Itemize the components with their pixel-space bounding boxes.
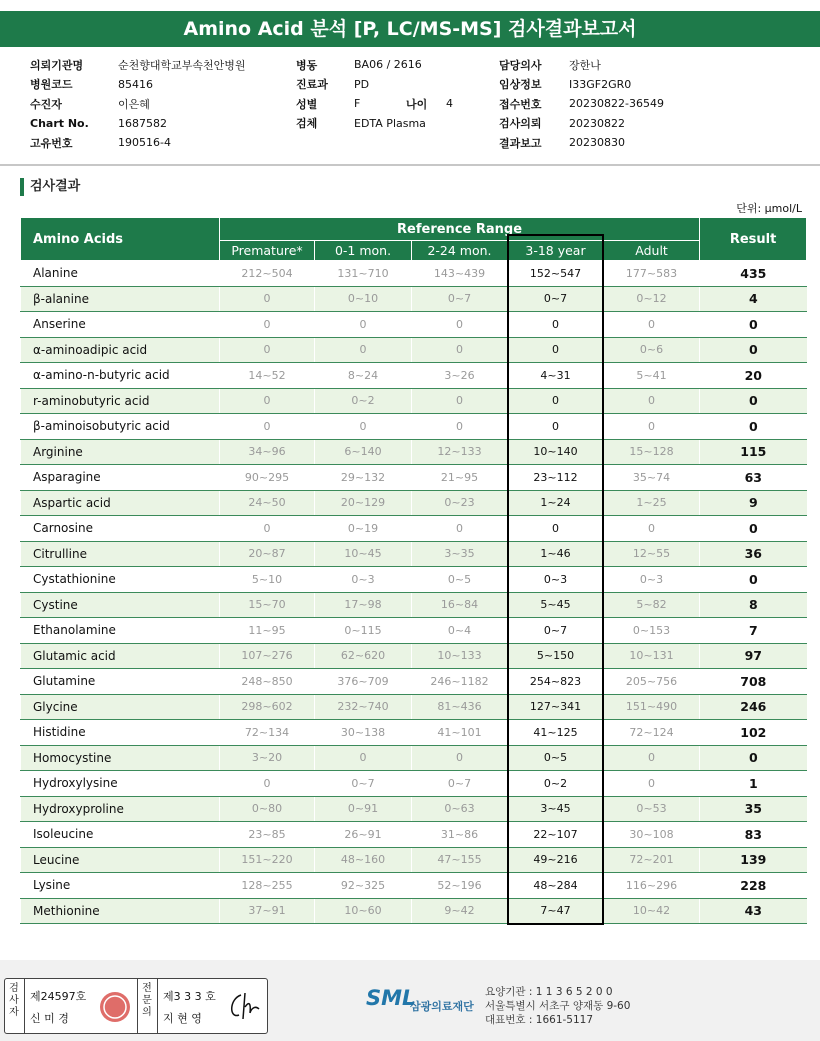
reference-range-cell: 0~5	[508, 745, 604, 771]
reference-range-cell: 3~35	[412, 541, 508, 567]
seal-icon	[97, 989, 133, 1025]
table-row	[21, 822, 807, 848]
reference-range-cell: 0	[604, 414, 700, 440]
specimen-label: 검체	[296, 117, 318, 131]
reference-range-cell: 49~216	[508, 847, 604, 873]
reference-range-cell: 22~107	[508, 822, 604, 848]
reference-range-cell: 31~86	[412, 822, 508, 848]
reference-range-cell: 0~4	[412, 618, 508, 644]
amino-acid-name: β-aminoisobutyric acid	[21, 414, 220, 440]
reference-range-cell: 0	[315, 414, 412, 440]
result-value: 0	[700, 337, 807, 363]
amino-acid-name: Isoleucine	[21, 822, 220, 848]
reference-range-cell: 0~2	[508, 771, 604, 797]
reference-range-cell: 0~7	[508, 618, 604, 644]
amino-acid-name: Glutamic acid	[21, 643, 220, 669]
amino-acid-name: Lysine	[21, 873, 220, 899]
age-label: 나이	[406, 97, 428, 111]
reference-range-cell: 0~91	[315, 796, 412, 822]
reference-range-cell: 0	[508, 516, 604, 542]
amino-acid-name: Alanine	[21, 261, 220, 287]
reference-range-cell: 11~95	[220, 618, 315, 644]
amino-acid-name: Hydroxyproline	[21, 796, 220, 822]
reference-range-cell: 0~19	[315, 516, 412, 542]
reference-range-cell: 131~710	[315, 261, 412, 287]
info-label: 검사의뢰	[499, 117, 542, 131]
reference-range-cell: 0	[412, 337, 508, 363]
reference-range-cell: 10~133	[412, 643, 508, 669]
result-value: 0	[700, 745, 807, 771]
result-value: 9	[700, 490, 807, 516]
reference-range-cell: 0	[315, 745, 412, 771]
signature-icon	[223, 989, 263, 1025]
reference-range-cell: 3~20	[220, 745, 315, 771]
reference-range-cell: 1~46	[508, 541, 604, 567]
table-row	[21, 873, 807, 899]
reference-range-cell: 72~201	[604, 847, 700, 873]
result-value: 115	[700, 439, 807, 465]
reference-range-cell: 151~220	[220, 847, 315, 873]
reference-range-cell: 8~24	[315, 363, 412, 389]
reference-range-cell: 6~140	[315, 439, 412, 465]
reference-range-cell: 0	[604, 745, 700, 771]
reference-range-cell: 116~296	[604, 873, 700, 899]
reference-range-cell: 212~504	[220, 261, 315, 287]
reference-range-cell: 232~740	[315, 694, 412, 720]
amino-acid-name: Citrulline	[21, 541, 220, 567]
info-label: 결과보고	[499, 136, 542, 150]
lab-address	[485, 985, 630, 1027]
result-value: 435	[700, 261, 807, 287]
reference-range-cell: 0~153	[604, 618, 700, 644]
amino-acid-name: Glutamine	[21, 669, 220, 695]
reference-range-cell: 4~31	[508, 363, 604, 389]
table-row	[21, 669, 807, 695]
section-title: 검사결과	[20, 178, 80, 196]
sex-value: F	[354, 97, 361, 111]
reference-range-cell: 0	[508, 414, 604, 440]
reference-range-cell: 35~74	[604, 465, 700, 491]
table-row	[21, 541, 807, 567]
reference-range-cell: 26~91	[315, 822, 412, 848]
header-amino-acids: Amino Acids	[21, 218, 220, 261]
sex-label: 성별	[296, 97, 318, 111]
reference-range-cell: 246~1182	[412, 669, 508, 695]
reference-range-cell: 5~82	[604, 592, 700, 618]
reference-range-cell: 0	[220, 516, 315, 542]
info-label: 고유번호	[30, 136, 73, 150]
result-value: 36	[700, 541, 807, 567]
table-row	[21, 286, 807, 312]
address-line: 대표번호 : 1661-5117	[485, 1014, 594, 1026]
reference-range-cell: 0	[604, 312, 700, 338]
result-value: 8	[700, 592, 807, 618]
result-value: 7	[700, 618, 807, 644]
result-value: 0	[700, 414, 807, 440]
address-line: 서울특별시 서초구 양재동 9-60	[485, 1000, 631, 1012]
reference-range-cell: 12~133	[412, 439, 508, 465]
ward-label: 병동	[296, 58, 318, 72]
reference-range-cell: 15~70	[220, 592, 315, 618]
confirm-label: 전문의	[142, 983, 152, 1018]
reference-range-cell: 0	[315, 312, 412, 338]
info-value: 20230822-36549	[569, 97, 664, 111]
reference-range-cell: 10~131	[604, 643, 700, 669]
table-row	[21, 771, 807, 797]
info-label: 의뢰기관명	[30, 58, 84, 72]
reference-range-cell: 0	[220, 388, 315, 414]
reference-range-cell: 0~7	[412, 286, 508, 312]
info-label: Chart No.	[30, 116, 89, 130]
table-row	[21, 720, 807, 746]
specimen-value: EDTA Plasma	[354, 116, 426, 130]
reference-range-cell: 254~823	[508, 669, 604, 695]
reference-range-cell: 0	[412, 388, 508, 414]
amino-acid-name: α-aminoadipic acid	[21, 337, 220, 363]
reference-range-cell: 0	[220, 771, 315, 797]
reference-range-cell: 1~24	[508, 490, 604, 516]
result-value: 97	[700, 643, 807, 669]
reference-range-cell: 0	[220, 337, 315, 363]
reference-range-cell: 152~547	[508, 261, 604, 287]
reference-range-cell: 0~53	[604, 796, 700, 822]
reference-range-cell: 0~7	[412, 771, 508, 797]
reference-range-cell: 0~7	[315, 771, 412, 797]
reference-range-cell: 248~850	[220, 669, 315, 695]
table-row	[21, 643, 807, 669]
reference-range-cell: 151~490	[604, 694, 700, 720]
reference-range-cell: 48~284	[508, 873, 604, 899]
reference-range-cell: 0	[220, 312, 315, 338]
info-value: 1687582	[118, 116, 167, 130]
amino-acid-name: Cystathionine	[21, 567, 220, 593]
report-title: Amino Acid 분석 [P, LC/MS-MS] 검사결과보고서	[0, 11, 820, 47]
info-value: 20230822	[569, 116, 625, 130]
result-value: 20	[700, 363, 807, 389]
table-row	[21, 745, 807, 771]
result-value: 0	[700, 516, 807, 542]
amino-acid-name: Anserine	[21, 312, 220, 338]
amino-acid-name: Methionine	[21, 898, 220, 924]
table-row	[21, 898, 807, 924]
table-row	[21, 847, 807, 873]
info-label: 담당의사	[499, 58, 542, 72]
amino-acid-results-table	[20, 217, 807, 924]
amino-acid-name: Asparagine	[21, 465, 220, 491]
amino-acid-name: Arginine	[21, 439, 220, 465]
reference-range-cell: 10~140	[508, 439, 604, 465]
ward-value: BA06 / 2616	[354, 58, 422, 72]
reference-range-cell: 0~2	[315, 388, 412, 414]
info-label: 병원코드	[30, 78, 73, 92]
amino-acid-name: Carnosine	[21, 516, 220, 542]
reference-range-cell: 5~150	[508, 643, 604, 669]
header-0-1-mon: 0-1 mon.	[315, 241, 412, 261]
reference-range-cell: 0~12	[604, 286, 700, 312]
reference-range-cell: 20~129	[315, 490, 412, 516]
reference-range-cell: 0	[315, 337, 412, 363]
reference-range-cell: 21~95	[412, 465, 508, 491]
table-row	[21, 312, 807, 338]
reference-range-cell: 5~41	[604, 363, 700, 389]
table-row	[21, 363, 807, 389]
reference-range-cell: 128~255	[220, 873, 315, 899]
table-row	[21, 516, 807, 542]
amino-acid-name: Cystine	[21, 592, 220, 618]
tester-number: 제24597호	[30, 990, 87, 1003]
reference-range-cell: 0	[412, 414, 508, 440]
amino-acid-name: β-alanine	[21, 286, 220, 312]
reference-range-cell: 15~128	[604, 439, 700, 465]
reference-range-cell: 48~160	[315, 847, 412, 873]
reference-range-cell: 24~50	[220, 490, 315, 516]
reference-range-cell: 3~26	[412, 363, 508, 389]
table-body	[21, 261, 807, 924]
table-row	[21, 261, 807, 287]
reference-range-cell: 0	[220, 414, 315, 440]
reference-range-cell: 47~155	[412, 847, 508, 873]
table-row	[21, 694, 807, 720]
table-row	[21, 439, 807, 465]
reference-range-cell: 81~436	[412, 694, 508, 720]
result-value: 246	[700, 694, 807, 720]
info-value: 190516-4	[118, 136, 171, 150]
reference-range-cell: 20~87	[220, 541, 315, 567]
result-value: 0	[700, 567, 807, 593]
table-row	[21, 618, 807, 644]
info-value: 순천향대학교부속천안병원	[118, 58, 246, 72]
reference-range-cell: 0	[508, 388, 604, 414]
reference-range-cell: 9~42	[412, 898, 508, 924]
info-label: 임상정보	[499, 78, 542, 92]
reference-range-cell: 0~3	[604, 567, 700, 593]
reference-range-cell: 0	[604, 516, 700, 542]
table-row	[21, 592, 807, 618]
reference-range-cell: 52~196	[412, 873, 508, 899]
amino-acid-name: Histidine	[21, 720, 220, 746]
result-value: 1	[700, 771, 807, 797]
reference-range-cell: 23~85	[220, 822, 315, 848]
reference-range-cell: 0	[604, 388, 700, 414]
age-value: 4	[446, 97, 453, 111]
reference-range-cell: 72~124	[604, 720, 700, 746]
reference-range-cell: 34~96	[220, 439, 315, 465]
reference-range-cell: 12~55	[604, 541, 700, 567]
info-value: 장한나	[569, 58, 601, 72]
info-column-3	[499, 55, 664, 153]
table-row	[21, 796, 807, 822]
reference-range-cell: 376~709	[315, 669, 412, 695]
reference-range-cell: 0~7	[508, 286, 604, 312]
reference-range-cell: 5~45	[508, 592, 604, 618]
reference-range-cell: 37~91	[220, 898, 315, 924]
tester-label: 검사자	[9, 983, 19, 1018]
reference-range-cell: 30~138	[315, 720, 412, 746]
amino-acid-name: α-amino-n-butyric acid	[21, 363, 220, 389]
result-value: 228	[700, 873, 807, 899]
table-row	[21, 388, 807, 414]
reference-range-cell: 205~756	[604, 669, 700, 695]
doctor-name: 지 현 영	[163, 1012, 202, 1025]
reference-range-cell: 0~115	[315, 618, 412, 644]
reference-range-cell: 0	[412, 312, 508, 338]
info-column-1	[30, 55, 246, 153]
header-2-24-mon: 2-24 mon.	[412, 241, 508, 261]
reference-range-cell: 0~80	[220, 796, 315, 822]
reference-range-cell: 127~341	[508, 694, 604, 720]
reference-range-cell: 16~84	[412, 592, 508, 618]
result-value: 4	[700, 286, 807, 312]
result-value: 708	[700, 669, 807, 695]
reference-range-cell: 0	[604, 771, 700, 797]
header-premature: Premature*	[220, 241, 315, 261]
dept-label: 진료과	[296, 78, 328, 92]
reference-range-cell: 0~3	[315, 567, 412, 593]
header-reference-range: Reference Range	[220, 218, 700, 241]
amino-acid-name: Ethanolamine	[21, 618, 220, 644]
reference-range-cell: 23~112	[508, 465, 604, 491]
amino-acid-name: Hydroxylysine	[21, 771, 220, 797]
info-label: 접수번호	[499, 97, 542, 111]
table-row	[21, 465, 807, 491]
reference-range-cell: 41~125	[508, 720, 604, 746]
reference-range-cell: 0	[412, 745, 508, 771]
reference-range-cell: 0	[508, 337, 604, 363]
reference-range-cell: 29~132	[315, 465, 412, 491]
table-row	[21, 490, 807, 516]
info-value: 20230830	[569, 136, 625, 150]
reference-range-cell: 0~6	[604, 337, 700, 363]
reference-range-cell: 10~45	[315, 541, 412, 567]
reference-range-cell: 62~620	[315, 643, 412, 669]
reference-range-cell: 14~52	[220, 363, 315, 389]
reference-range-cell: 3~45	[508, 796, 604, 822]
reference-range-cell: 143~439	[412, 261, 508, 287]
header-3-18-year: 3-18 year	[508, 241, 604, 261]
tester-name: 신 미 경	[30, 1012, 69, 1025]
reference-range-cell: 0	[220, 286, 315, 312]
amino-acid-name: r-aminobutyric acid	[21, 388, 220, 414]
reference-range-cell: 92~325	[315, 873, 412, 899]
address-line: 요양기관 : 1 1 3 6 5 2 0 0	[485, 986, 613, 998]
sml-logo-subtitle: 삼광의료재단	[410, 1000, 474, 1013]
info-value: 85416	[118, 77, 153, 91]
info-value: I33GF2GR0	[569, 77, 632, 91]
table-row	[21, 414, 807, 440]
reference-range-cell: 5~10	[220, 567, 315, 593]
reference-range-cell: 0~63	[412, 796, 508, 822]
doctor-number: 제3 3 3 호	[163, 990, 216, 1003]
divider	[0, 164, 820, 166]
info-column-2	[296, 55, 453, 133]
result-value: 43	[700, 898, 807, 924]
reference-range-cell: 7~47	[508, 898, 604, 924]
result-value: 0	[700, 312, 807, 338]
info-value: 이은혜	[118, 97, 150, 111]
result-value: 63	[700, 465, 807, 491]
reference-range-cell: 0	[412, 516, 508, 542]
dept-value: PD	[354, 77, 370, 91]
reference-range-cell: 0~23	[412, 490, 508, 516]
reference-range-cell: 90~295	[220, 465, 315, 491]
reference-range-cell: 177~583	[604, 261, 700, 287]
amino-acid-name: Aspartic acid	[21, 490, 220, 516]
reference-range-cell: 0~10	[315, 286, 412, 312]
table-row	[21, 567, 807, 593]
sml-logo: SML	[366, 986, 416, 1010]
table-row	[21, 337, 807, 363]
unit-label: 단위: μmol/L	[736, 202, 802, 215]
reference-range-cell: 41~101	[412, 720, 508, 746]
reference-range-cell: 107~276	[220, 643, 315, 669]
signature-box	[4, 978, 268, 1034]
result-value: 83	[700, 822, 807, 848]
reference-range-cell: 0	[508, 312, 604, 338]
result-value: 139	[700, 847, 807, 873]
info-label: 수진자	[30, 97, 62, 111]
reference-range-cell: 0~5	[412, 567, 508, 593]
amino-acid-name: Homocystine	[21, 745, 220, 771]
result-value: 102	[700, 720, 807, 746]
result-value: 0	[700, 388, 807, 414]
header-adult: Adult	[604, 241, 700, 261]
reference-range-cell: 30~108	[604, 822, 700, 848]
reference-range-cell: 17~98	[315, 592, 412, 618]
result-value: 35	[700, 796, 807, 822]
reference-range-cell: 1~25	[604, 490, 700, 516]
amino-acid-name: Glycine	[21, 694, 220, 720]
reference-range-cell: 10~42	[604, 898, 700, 924]
header-result: Result	[700, 218, 807, 261]
reference-range-cell: 298~602	[220, 694, 315, 720]
reference-range-cell: 0~3	[508, 567, 604, 593]
amino-acid-name: Leucine	[21, 847, 220, 873]
reference-range-cell: 72~134	[220, 720, 315, 746]
reference-range-cell: 10~60	[315, 898, 412, 924]
